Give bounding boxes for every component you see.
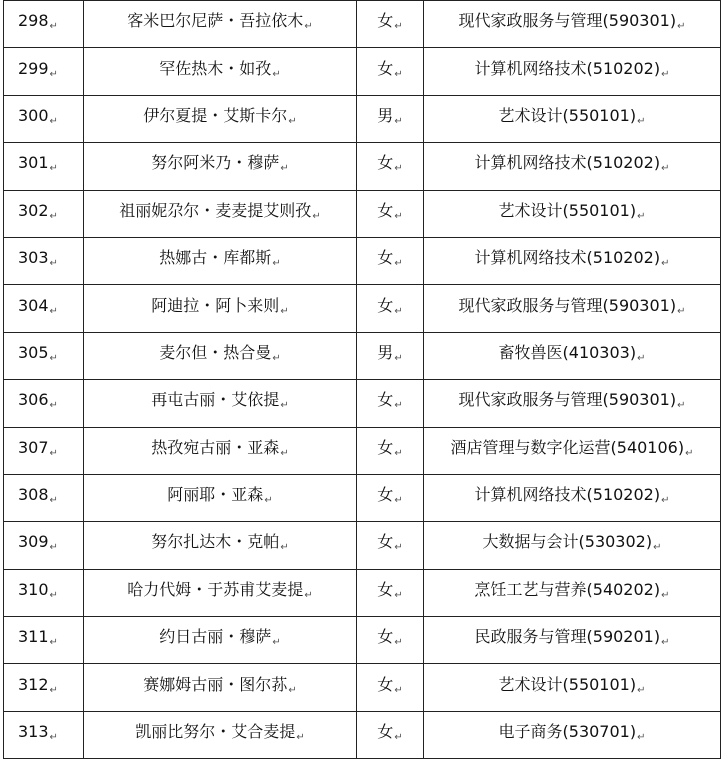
paragraph-mark-icon: ↵ [272, 352, 281, 364]
paragraph-mark-icon: ↵ [49, 495, 58, 507]
row-number: 301 [18, 153, 49, 173]
paragraph-mark-icon: ↵ [49, 68, 58, 80]
paragraph-mark-icon: ↵ [288, 684, 297, 696]
paragraph-mark-icon: ↵ [394, 542, 403, 554]
table-row [4, 474, 721, 521]
paragraph-mark-icon: ↵ [653, 542, 662, 554]
paragraph-mark-icon: ↵ [661, 258, 670, 270]
student-name: 祖丽妮尕尔・麦麦提艾则孜 [119, 200, 312, 220]
name-cell [84, 711, 357, 758]
student-sex: 女 [377, 579, 394, 599]
paragraph-mark-icon: ↵ [49, 258, 58, 270]
paragraph-mark-icon: ↵ [637, 684, 646, 696]
paragraph-mark-icon: ↵ [685, 447, 694, 459]
paragraph-mark-icon: ↵ [394, 495, 403, 507]
paragraph-mark-icon: ↵ [280, 447, 289, 459]
row-number-cell [4, 380, 84, 427]
row-number: 309 [18, 532, 49, 552]
student-name: 热娜古・库都斯 [159, 248, 272, 268]
student-name: 努尔扎达木・克帕 [151, 532, 280, 552]
major-cell [424, 143, 721, 190]
row-number: 307 [18, 437, 49, 457]
paragraph-mark-icon: ↵ [272, 68, 281, 80]
sex-cell [357, 237, 424, 284]
paragraph-mark-icon: ↵ [49, 589, 58, 601]
major-cell [424, 190, 721, 237]
major-cell [424, 380, 721, 427]
row-number: 310 [18, 579, 49, 599]
paragraph-mark-icon: ↵ [280, 542, 289, 554]
paragraph-mark-icon: ↵ [49, 684, 58, 696]
sex-cell [357, 143, 424, 190]
paragraph-mark-icon: ↵ [637, 732, 646, 744]
table-row [4, 1, 721, 48]
row-number: 312 [18, 674, 49, 694]
student-name: 罕佐热木・如孜 [159, 58, 272, 78]
name-cell [84, 380, 357, 427]
sex-cell [357, 48, 424, 95]
major-cell [424, 95, 721, 142]
name-cell [84, 332, 357, 379]
student-name: 哈力代姆・于苏甫艾麦提 [127, 579, 304, 599]
major-cell [424, 617, 721, 664]
table-row [4, 711, 721, 758]
student-name: 客米巴尔尼萨・吾拉依木 [127, 11, 304, 31]
paragraph-mark-icon: ↵ [264, 495, 273, 507]
student-major: 现代家政服务与管理(590301) [458, 11, 677, 31]
student-major: 艺术设计(550101) [498, 674, 637, 694]
major-cell [424, 285, 721, 332]
row-number: 300 [18, 105, 49, 125]
student-sex: 女 [377, 248, 394, 268]
row-number: 299 [18, 58, 49, 78]
student-name: 阿丽耶・亚森 [167, 485, 264, 505]
sex-cell [357, 569, 424, 616]
paragraph-mark-icon: ↵ [394, 210, 403, 222]
row-number-cell [4, 664, 84, 711]
student-sex: 男 [377, 342, 394, 362]
table-row [4, 285, 721, 332]
paragraph-mark-icon: ↵ [661, 495, 670, 507]
student-sex: 女 [377, 295, 394, 315]
student-major: 酒店管理与数字化运营(540106) [450, 437, 685, 457]
table-row [4, 95, 721, 142]
paragraph-mark-icon: ↵ [661, 589, 670, 601]
sex-cell [357, 332, 424, 379]
paragraph-mark-icon: ↵ [394, 589, 403, 601]
paragraph-mark-icon: ↵ [49, 637, 58, 649]
student-sex: 女 [377, 722, 394, 742]
paragraph-mark-icon: ↵ [272, 637, 281, 649]
paragraph-mark-icon: ↵ [394, 258, 403, 270]
row-number-cell [4, 1, 84, 48]
sex-cell [357, 95, 424, 142]
paragraph-mark-icon: ↵ [49, 21, 58, 33]
paragraph-mark-icon: ↵ [49, 542, 58, 554]
student-name: 赛娜姆古丽・图尔荪 [143, 674, 288, 694]
major-cell [424, 522, 721, 569]
student-sex: 女 [377, 153, 394, 173]
paragraph-mark-icon: ↵ [49, 447, 58, 459]
name-cell [84, 190, 357, 237]
sex-cell [357, 285, 424, 332]
paragraph-mark-icon: ↵ [49, 352, 58, 364]
paragraph-mark-icon: ↵ [394, 447, 403, 459]
paragraph-mark-icon: ↵ [304, 21, 313, 33]
student-name: 热孜宛古丽・亚森 [151, 437, 280, 457]
table-row [4, 48, 721, 95]
paragraph-mark-icon: ↵ [312, 210, 321, 222]
student-sex: 女 [377, 200, 394, 220]
row-number-cell [4, 285, 84, 332]
paragraph-mark-icon: ↵ [394, 637, 403, 649]
paragraph-mark-icon: ↵ [394, 68, 403, 80]
student-major: 计算机网络技术(510202) [474, 248, 661, 268]
sex-cell [357, 617, 424, 664]
name-cell [84, 569, 357, 616]
student-sex: 女 [377, 11, 394, 31]
row-number-cell [4, 48, 84, 95]
paragraph-mark-icon: ↵ [394, 400, 403, 412]
student-major: 艺术设计(550101) [498, 200, 637, 220]
sex-cell [357, 427, 424, 474]
student-major: 烹饪工艺与营养(540202) [474, 579, 661, 599]
student-name: 阿迪拉・阿卜来则 [151, 295, 280, 315]
sex-cell [357, 474, 424, 521]
table-row [4, 143, 721, 190]
row-number-cell [4, 617, 84, 664]
major-cell [424, 332, 721, 379]
student-name: 再屯古丽・艾依提 [151, 390, 280, 410]
name-cell [84, 427, 357, 474]
student-major: 计算机网络技术(510202) [474, 58, 661, 78]
paragraph-mark-icon: ↵ [272, 258, 281, 270]
paragraph-mark-icon: ↵ [394, 732, 403, 744]
row-number-cell [4, 237, 84, 284]
student-name: 凯丽比努尔・艾合麦提 [135, 722, 296, 742]
paragraph-mark-icon: ↵ [637, 210, 646, 222]
major-cell [424, 664, 721, 711]
student-major: 电子商务(530701) [498, 722, 637, 742]
paragraph-mark-icon: ↵ [394, 21, 403, 33]
major-cell [424, 474, 721, 521]
row-number: 298 [18, 11, 49, 31]
row-number-cell [4, 569, 84, 616]
paragraph-mark-icon: ↵ [637, 352, 646, 364]
sex-cell [357, 664, 424, 711]
name-cell [84, 95, 357, 142]
student-sex: 女 [377, 58, 394, 78]
student-major: 民政服务与管理(590201) [474, 627, 661, 647]
sex-cell [357, 380, 424, 427]
student-name: 约日古丽・穆萨 [159, 627, 272, 647]
student-table-body [4, 1, 721, 759]
student-major: 大数据与会计(530302) [482, 532, 653, 552]
row-number-cell [4, 143, 84, 190]
student-name: 伊尔夏提・艾斯卡尔 [143, 105, 288, 125]
student-name: 麦尔但・热合曼 [159, 342, 272, 362]
sex-cell [357, 1, 424, 48]
student-sex: 女 [377, 627, 394, 647]
major-cell [424, 711, 721, 758]
paragraph-mark-icon: ↵ [296, 732, 305, 744]
student-major: 现代家政服务与管理(590301) [458, 295, 677, 315]
major-cell [424, 48, 721, 95]
paragraph-mark-icon: ↵ [637, 115, 646, 127]
student-sex: 女 [377, 674, 394, 694]
row-number-cell [4, 190, 84, 237]
name-cell [84, 48, 357, 95]
row-number-cell [4, 427, 84, 474]
paragraph-mark-icon: ↵ [49, 400, 58, 412]
paragraph-mark-icon: ↵ [49, 732, 58, 744]
row-number-cell [4, 332, 84, 379]
paragraph-mark-icon: ↵ [394, 163, 403, 175]
student-sex: 男 [377, 105, 394, 125]
major-cell [424, 1, 721, 48]
table-row [4, 332, 721, 379]
student-sex: 女 [377, 485, 394, 505]
name-cell [84, 237, 357, 284]
row-number: 303 [18, 248, 49, 268]
student-sex: 女 [377, 532, 394, 552]
student-major: 计算机网络技术(510202) [474, 485, 661, 505]
row-number: 302 [18, 200, 49, 220]
paragraph-mark-icon: ↵ [49, 163, 58, 175]
student-table [3, 0, 721, 759]
paragraph-mark-icon: ↵ [280, 163, 289, 175]
paragraph-mark-icon: ↵ [280, 305, 289, 317]
row-number: 305 [18, 342, 49, 362]
sex-cell [357, 190, 424, 237]
row-number-cell [4, 474, 84, 521]
paragraph-mark-icon: ↵ [280, 400, 289, 412]
sex-cell [357, 522, 424, 569]
student-name: 努尔阿米乃・穆萨 [151, 153, 280, 173]
sex-cell [357, 711, 424, 758]
student-major: 艺术设计(550101) [498, 105, 637, 125]
name-cell [84, 664, 357, 711]
student-sex: 女 [377, 390, 394, 410]
table-row [4, 237, 721, 284]
name-cell [84, 143, 357, 190]
paragraph-mark-icon: ↵ [394, 115, 403, 127]
paragraph-mark-icon: ↵ [661, 637, 670, 649]
paragraph-mark-icon: ↵ [677, 21, 686, 33]
table-row [4, 617, 721, 664]
major-cell [424, 569, 721, 616]
paragraph-mark-icon: ↵ [304, 589, 313, 601]
paragraph-mark-icon: ↵ [677, 400, 686, 412]
student-major: 计算机网络技术(510202) [474, 153, 661, 173]
table-row [4, 380, 721, 427]
row-number: 308 [18, 485, 49, 505]
name-cell [84, 1, 357, 48]
student-sex: 女 [377, 437, 394, 457]
table-row [4, 190, 721, 237]
paragraph-mark-icon: ↵ [394, 305, 403, 317]
table-row [4, 569, 721, 616]
paragraph-mark-icon: ↵ [49, 210, 58, 222]
row-number-cell [4, 95, 84, 142]
row-number: 306 [18, 390, 49, 410]
row-number-cell [4, 711, 84, 758]
paragraph-mark-icon: ↵ [49, 305, 58, 317]
name-cell [84, 285, 357, 332]
name-cell [84, 522, 357, 569]
student-major: 现代家政服务与管理(590301) [458, 390, 677, 410]
table-row [4, 664, 721, 711]
name-cell [84, 617, 357, 664]
row-number: 311 [18, 627, 49, 647]
table-row [4, 427, 721, 474]
paragraph-mark-icon: ↵ [49, 115, 58, 127]
table-row [4, 522, 721, 569]
major-cell [424, 427, 721, 474]
paragraph-mark-icon: ↵ [394, 684, 403, 696]
paragraph-mark-icon: ↵ [288, 115, 297, 127]
name-cell [84, 474, 357, 521]
row-number: 304 [18, 295, 49, 315]
student-major: 畜牧兽医(410303) [498, 342, 637, 362]
paragraph-mark-icon: ↵ [394, 352, 403, 364]
row-number-cell [4, 522, 84, 569]
major-cell [424, 237, 721, 284]
paragraph-mark-icon: ↵ [661, 68, 670, 80]
paragraph-mark-icon: ↵ [677, 305, 686, 317]
row-number: 313 [18, 722, 49, 742]
paragraph-mark-icon: ↵ [661, 163, 670, 175]
